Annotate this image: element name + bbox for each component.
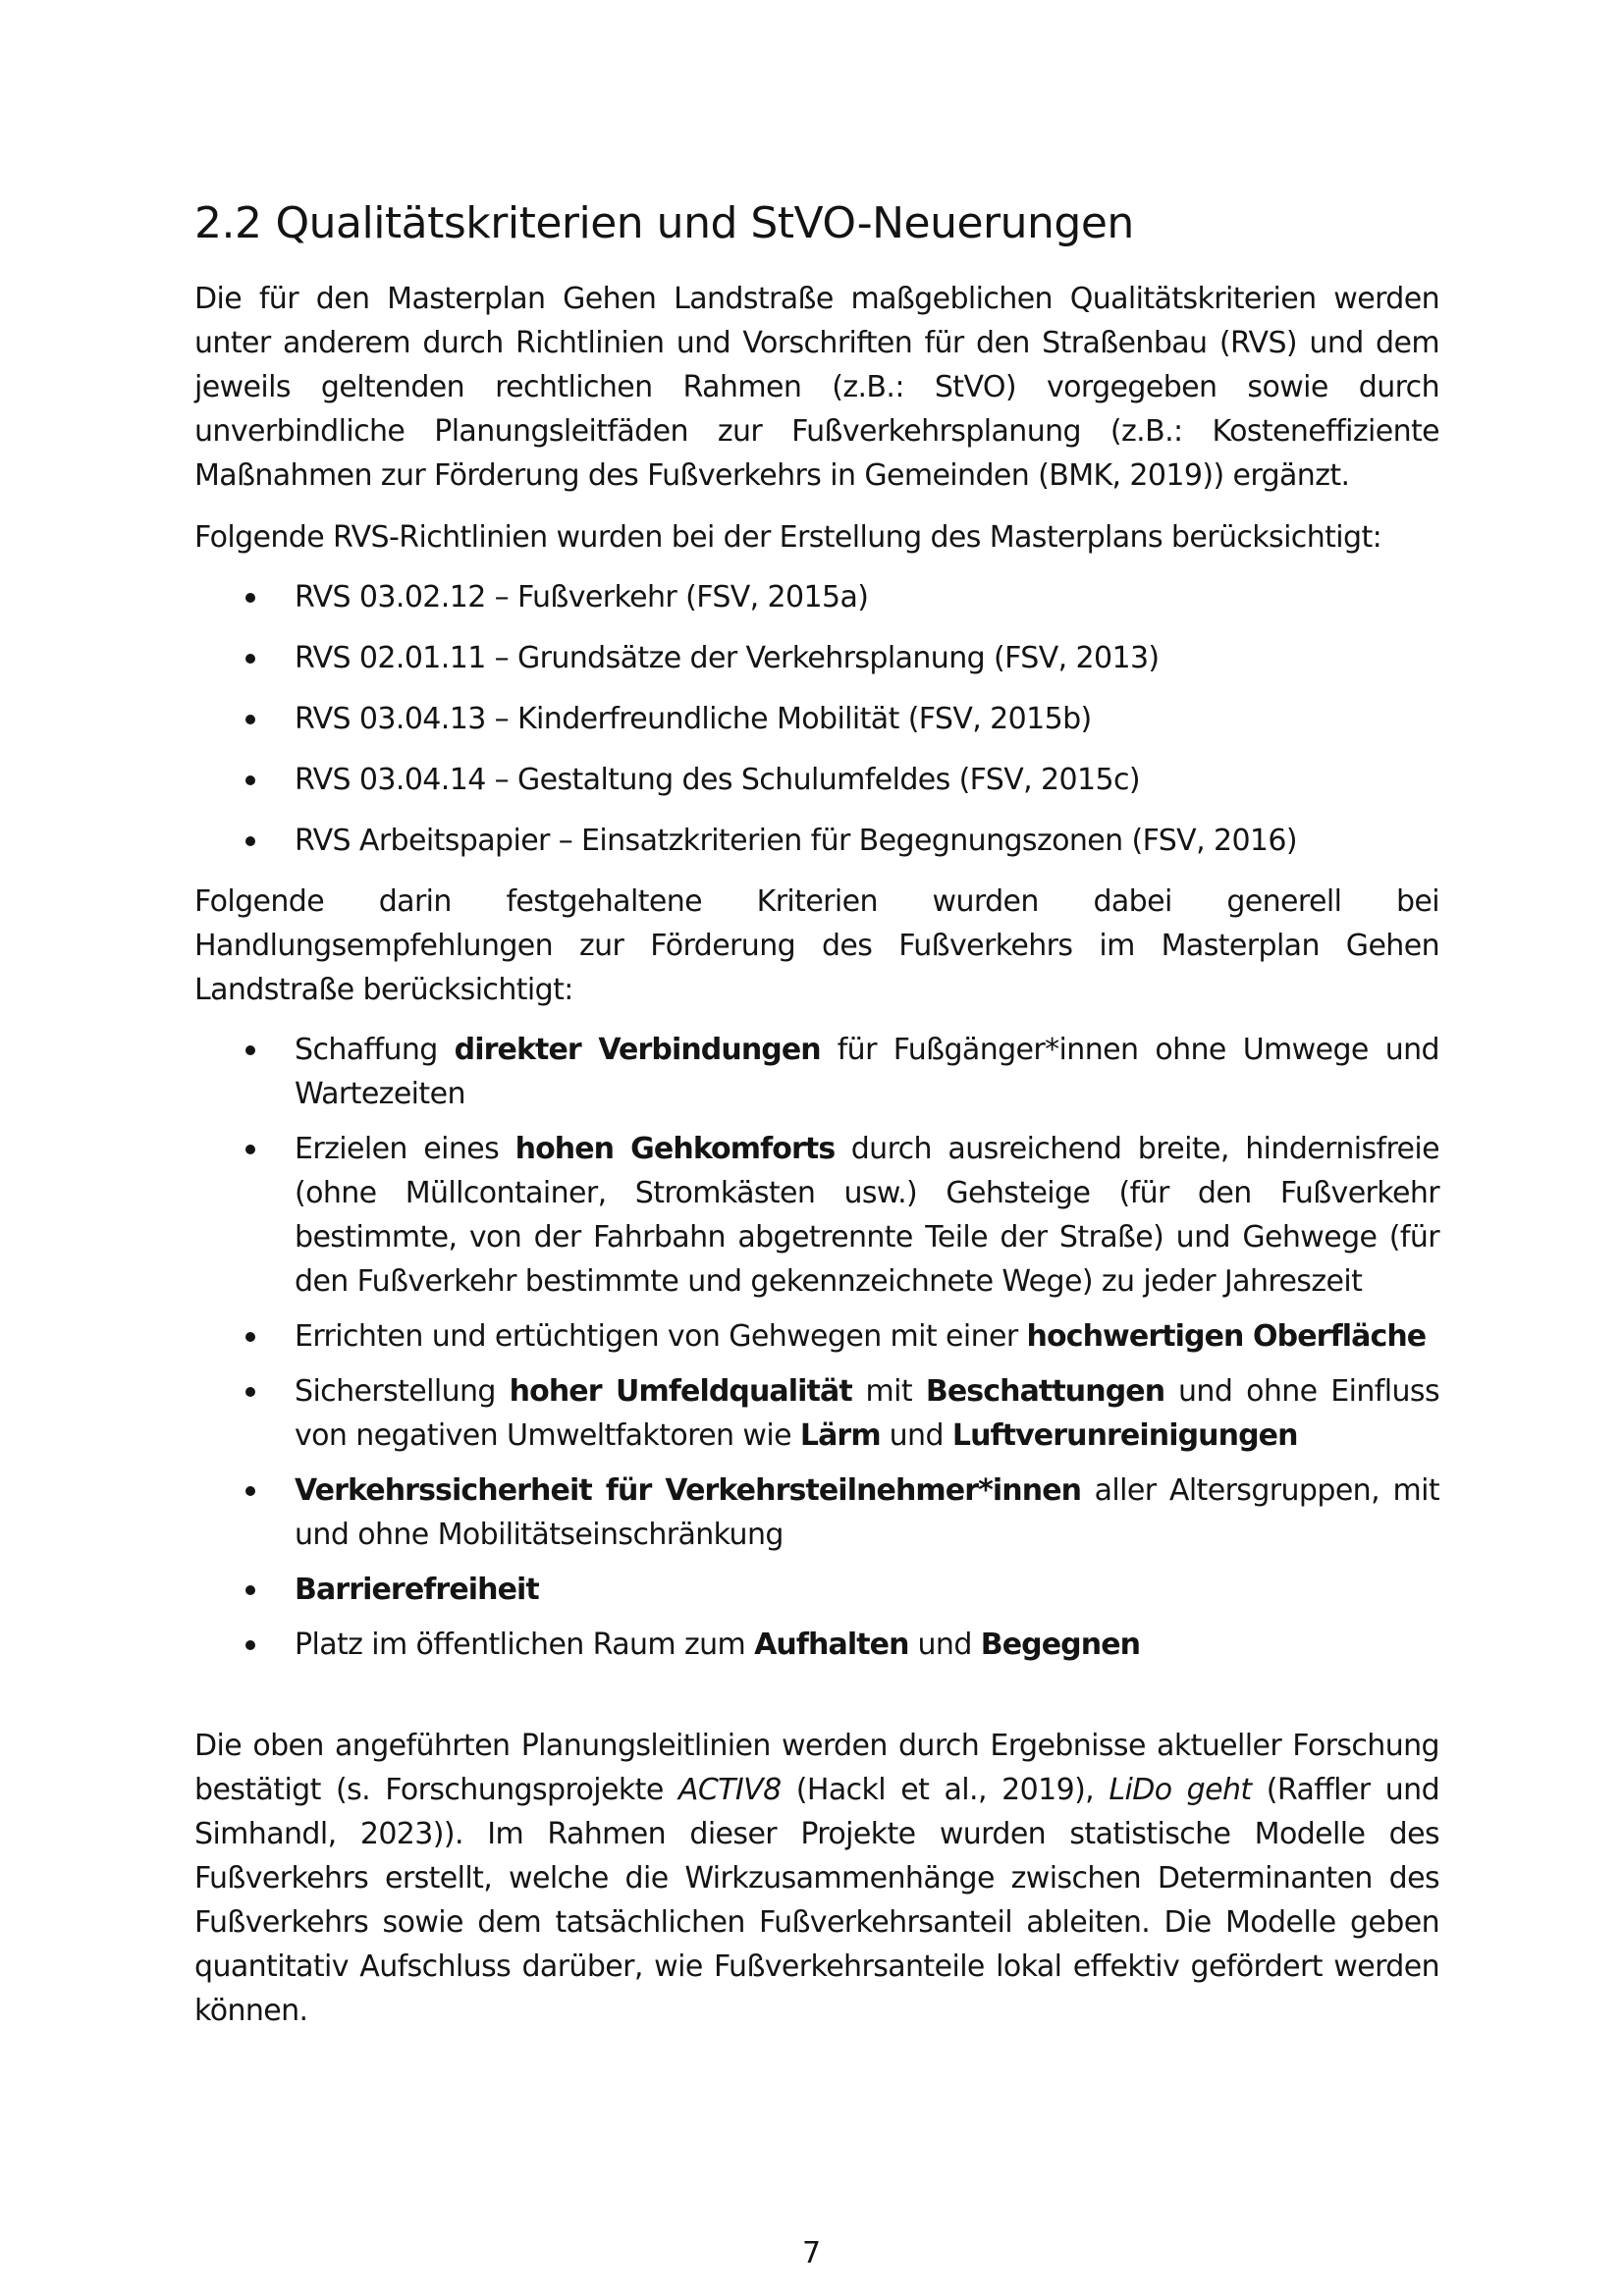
rvs-list-item	[194, 758, 1439, 802]
section-number: 2.2	[194, 198, 262, 248]
bullet-icon	[245, 1640, 255, 1650]
rvs-item-text: RVS 03.04.13 – Kinderfreundliche Mobilität (FSV, 2015b)	[295, 702, 1092, 736]
criteria-emphasis: Lärm	[799, 1418, 881, 1453]
rvs-list-item	[194, 819, 1439, 863]
criteria-text: durch ausreichend breite, hindernisfreie (ohne Müllcontainer, Stromkästen usw.) Gehsteige (für den Fußverkehr bestimmte, von der Fahrbahn abgetrennte Teile der Straße) und Gehwege (für den Fußverkehr bestimmte und gekennzeichnete Wege) zu jeder Jahreszeit	[295, 1132, 1440, 1299]
page-number: 7	[801, 2236, 822, 2270]
bullet-icon	[245, 1585, 255, 1595]
bullet-icon	[245, 1145, 255, 1154]
bullet-icon	[245, 1332, 255, 1342]
closing-text: Die oben angeführten Planungsleitlinien werden durch Ergebnisse aktueller Forschung bestätigt (s. Forschungsprojekte	[194, 1729, 1439, 1807]
criteria-list-item	[194, 1314, 1439, 1359]
criteria-emphasis: hochwertigen Oberfläche	[1026, 1319, 1427, 1354]
criteria-text: Schaffung	[295, 1033, 455, 1067]
bullet-icon	[245, 1045, 255, 1055]
criteria-emphasis: direkter Verbindungen	[454, 1033, 821, 1067]
criteria-emphasis: Begegnen	[980, 1628, 1141, 1662]
bullet-icon	[245, 836, 255, 846]
criteria-list	[194, 1028, 1439, 1667]
rvs-item-text: RVS 03.04.14 – Gestaltung des Schulumfeldes (FSV, 2015c)	[295, 763, 1140, 797]
rvs-list-item	[194, 575, 1439, 619]
criteria-text: und	[908, 1628, 981, 1662]
rvs-list	[194, 575, 1439, 863]
criteria-list-item	[194, 1028, 1439, 1116]
criteria-emphasis: Barrierefreiheit	[295, 1573, 539, 1607]
criteria-emphasis: Beschattungen	[925, 1374, 1165, 1409]
rvs-intro: Folgende RVS-Richtlinien wurden bei der Erstellung des Masterplans berücksichtigt:	[194, 520, 1382, 555]
bullet-icon	[245, 775, 255, 785]
criteria-intro: Folgende darin festgehaltene Kriterien wurden dabei generell bei Handlungsempfehlungen zur Förderung des Fußverkehrs im Masterplan Gehen Landstraße berücksichtigt:	[194, 884, 1439, 1007]
page-content	[194, 196, 1439, 2033]
criteria-emphasis: Verkehrssicherheit für Verkehrsteilnehmer*innen	[295, 1473, 1082, 1508]
criteria-text: mit	[851, 1374, 926, 1409]
criteria-text: aller Altersgruppen, mit und ohne Mobilitätseinschränkung	[295, 1473, 1439, 1552]
criteria-list-item	[194, 1568, 1439, 1612]
bullet-icon	[245, 715, 255, 724]
rvs-list-item	[194, 697, 1439, 741]
rvs-item-text: RVS 03.02.12 – Fußverkehr (FSV, 2015a)	[295, 580, 869, 614]
criteria-emphasis: hohen Gehkomforts	[514, 1132, 836, 1166]
criteria-emphasis: Aufhalten	[754, 1628, 909, 1662]
criteria-emphasis: hoher Umfeldqualität	[509, 1374, 852, 1409]
criteria-text: für Fußgänger*innen ohne Umwege und Wartezeiten	[295, 1033, 1439, 1111]
bullet-icon	[245, 654, 255, 664]
section-title: Qualitätskriterien und StVO-Neuerungen	[275, 198, 1134, 248]
criteria-text: Errichten und ertüchtigen von Gehwegen mit einer	[295, 1319, 1027, 1354]
criteria-list-item	[194, 1127, 1439, 1304]
rvs-item-text: RVS Arbeitspapier – Einsatzkriterien für Begegnungszonen (FSV, 2016)	[295, 824, 1298, 858]
criteria-list-item	[194, 1623, 1439, 1667]
criteria-list-item	[194, 1369, 1439, 1458]
intro-paragraph: Die für den Masterplan Gehen Landstraße maßgeblichen Qualitätskriterien werden unter anderem durch Richtlinien und Vorschriften für den Straßenbau (RVS) und dem jeweils geltenden rechtlichen Rahmen (z.B.: StVO) vorgegeben sowie durch unverbindliche Planungsleitfäden zur Fußverkehrsplanung (z.B.: Kosteneffiziente Maßnahmen zur Förderung des Fußverkehrs in Gemeinden (BMK, 2019)) ergänzt.	[194, 282, 1439, 493]
criteria-text: Sicherstellung	[295, 1374, 510, 1409]
bullet-icon	[245, 593, 255, 603]
project-name-lido-geht: LiDo geht	[1109, 1773, 1252, 1807]
bullet-icon	[245, 1486, 255, 1496]
rvs-item-text: RVS 02.01.11 – Grundsätze der Verkehrsplanung (FSV, 2013)	[295, 641, 1160, 675]
criteria-emphasis: Luftverunreinigungen	[951, 1418, 1298, 1453]
criteria-text: Erzielen eines	[295, 1132, 515, 1166]
closing-text: (Raffler und Simhandl, 2023)). Im Rahmen dieser Projekte wurden statistische Modelle des Fußverkehrs erstellt, welche die Wirkzusammenhänge zwischen Determinanten des Fußverkehrs sowie dem tatsächlichen Fußverkehrsanteil ableiten. Die Modelle geben quantitativ Aufschluss darüber, wie Fußverkehrsanteile lokal effektiv gefördert werden können.	[194, 1773, 1440, 2028]
rvs-list-item	[194, 636, 1439, 680]
criteria-text: und	[880, 1418, 952, 1453]
criteria-text: und ohne Einfluss von negativen Umweltfaktoren wie	[295, 1374, 1439, 1453]
closing-text: (Hackl et al., 2019),	[781, 1773, 1109, 1807]
criteria-text: Platz im öffentlichen Raum zum	[295, 1628, 755, 1662]
project-name-activ8: ACTIV8	[677, 1773, 782, 1807]
closing-paragraph	[194, 1724, 1439, 2033]
bullet-icon	[245, 1387, 255, 1397]
criteria-list-item	[194, 1468, 1439, 1557]
section-heading	[194, 196, 1439, 251]
